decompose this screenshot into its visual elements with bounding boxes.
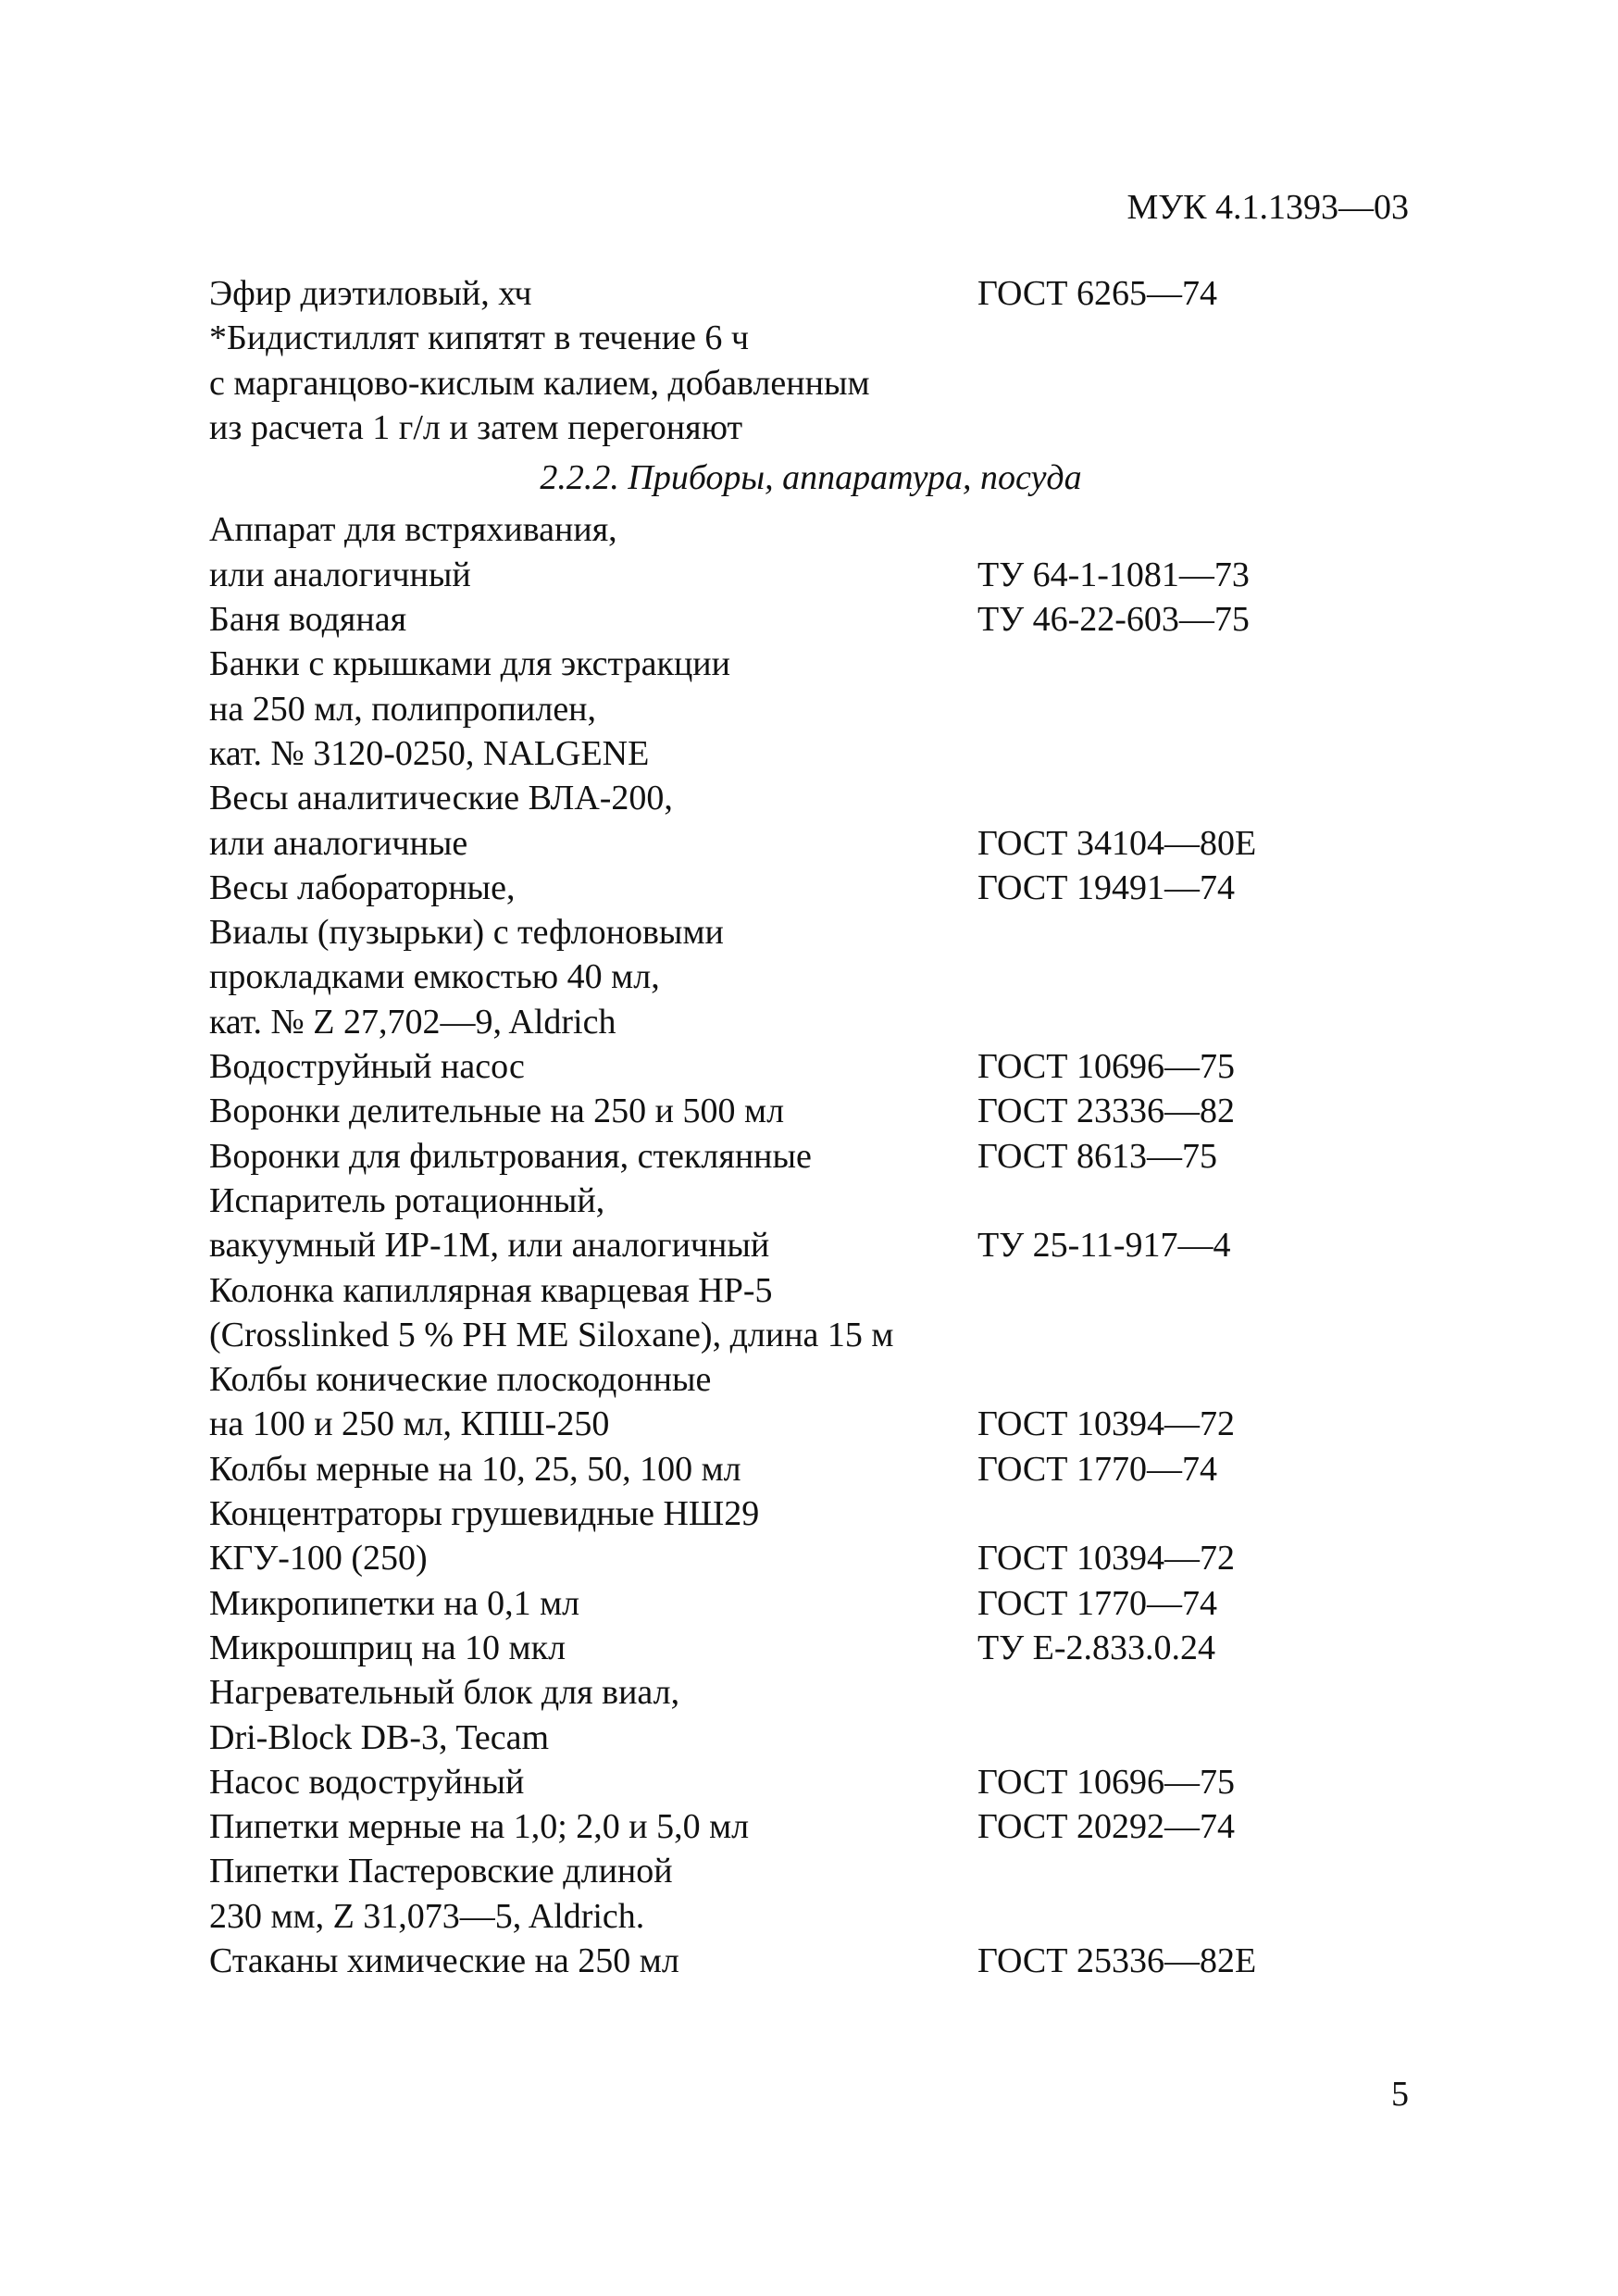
item-standard: ГОСТ 34104—80Е xyxy=(977,823,1257,863)
item-name: на 250 мл, полипропилен, xyxy=(209,689,597,729)
list-row xyxy=(209,687,1413,731)
list-row xyxy=(209,821,1413,866)
list-row xyxy=(209,1179,1413,1223)
item-standard: ГОСТ 10394—72 xyxy=(977,1539,1235,1578)
item-standard: ТУ Е-2.833.0.24 xyxy=(977,1628,1215,1667)
item-standard: ГОСТ 6265—74 xyxy=(977,274,1217,313)
item-name: 230 мм, Z 31,073—5, Aldrich. xyxy=(209,1896,645,1936)
list-row xyxy=(209,1536,1413,1580)
item-name: Воронки делительные на 250 и 500 мл xyxy=(209,1092,785,1131)
item-name: (Crosslinked 5 % PH ME Siloxane), длина 15 м xyxy=(209,1315,894,1354)
list-row xyxy=(209,553,1413,597)
reagents-list xyxy=(209,271,1413,450)
list-row xyxy=(209,955,1413,999)
list-row xyxy=(209,910,1413,955)
item-name: кат. № Z 27,702—9, Aldrich xyxy=(209,1002,616,1042)
item-standard: ГОСТ 25336—82Е xyxy=(977,1940,1257,1980)
item-name: Dri-Block DB-3, Tecam xyxy=(209,1717,550,1757)
list-row xyxy=(209,1268,1413,1313)
item-name: Микрошприц на 10 мкл xyxy=(209,1628,566,1667)
item-name: прокладками емкостью 40 мл, xyxy=(209,957,660,997)
list-row xyxy=(209,1044,1413,1089)
item-standard: ГОСТ 1770—74 xyxy=(977,1583,1217,1623)
item-standard: ГОСТ 19491—74 xyxy=(977,867,1235,907)
list-row xyxy=(209,642,1413,686)
item-name: Концентраторы грушевидные НШ29 xyxy=(209,1494,760,1534)
item-name: Колонка капиллярная кварцевая НР-5 xyxy=(209,1270,773,1310)
item-name: или аналогичный xyxy=(209,555,471,594)
page-number: 5 xyxy=(1391,2075,1409,2114)
list-row xyxy=(209,1491,1413,1536)
item-name: кат. № 3120-0250, NALGENE xyxy=(209,733,650,773)
list-row xyxy=(209,507,1413,552)
item-name: на 100 и 250 мл, КПШ-250 xyxy=(209,1404,610,1444)
list-row xyxy=(209,1402,1413,1446)
list-row xyxy=(209,271,1413,316)
item-standard: ГОСТ 8613—75 xyxy=(977,1136,1217,1176)
list-row xyxy=(209,1134,1413,1179)
list-row xyxy=(209,1849,1413,1893)
item-name: Нагревательный блок для виал, xyxy=(209,1673,680,1713)
item-standard: ГОСТ 10696—75 xyxy=(977,1047,1235,1087)
list-row xyxy=(209,1894,1413,1939)
list-row xyxy=(209,361,1413,406)
item-name: или аналогичные xyxy=(209,823,468,863)
item-name: Стаканы химические на 250 мл xyxy=(209,1940,679,1980)
equipment-list xyxy=(209,507,1413,1983)
item-name: из расчета 1 г/л и затем перегоняют xyxy=(209,407,743,447)
item-standard: ТУ 64-1-1081—73 xyxy=(977,555,1250,594)
list-row xyxy=(209,1089,1413,1133)
list-row xyxy=(209,1223,1413,1267)
item-name: Пипетки мерные на 1,0; 2,0 и 5,0 мл xyxy=(209,1807,750,1847)
item-name: КГУ-100 (250) xyxy=(209,1539,428,1578)
list-row xyxy=(209,1626,1413,1670)
list-row xyxy=(209,1804,1413,1849)
item-name: Весы аналитические ВЛА-200, xyxy=(209,779,673,818)
item-standard: ГОСТ 23336—82 xyxy=(977,1092,1235,1131)
item-standard: ГОСТ 10394—72 xyxy=(977,1404,1235,1444)
item-name: Насос водоструйный xyxy=(209,1762,525,1802)
list-row xyxy=(209,1939,1413,1983)
list-row xyxy=(209,866,1413,910)
item-name: Микропипетки на 0,1 мл xyxy=(209,1583,580,1623)
item-standard: ТУ 25-11-917—4 xyxy=(977,1226,1231,1266)
list-row xyxy=(209,776,1413,820)
item-name: Воронки для фильтрования, стеклянные xyxy=(209,1136,812,1176)
list-row xyxy=(209,1313,1413,1357)
list-row xyxy=(209,1670,1413,1715)
list-row xyxy=(209,1581,1413,1626)
list-row xyxy=(209,316,1413,360)
list-row xyxy=(209,1447,1413,1491)
item-standard: ГОСТ 1770—74 xyxy=(977,1449,1217,1489)
item-name: Испаритель ротационный, xyxy=(209,1180,605,1220)
list-row xyxy=(209,406,1413,450)
list-row xyxy=(209,731,1413,776)
section-title: 2.2.2. Приборы, аппаратура, посуда xyxy=(540,458,1082,498)
item-standard: ТУ 46-22-603—75 xyxy=(977,600,1250,640)
item-name: Колбы конические плоскодонные xyxy=(209,1360,712,1400)
item-name: Аппарат для встряхивания, xyxy=(209,510,617,550)
item-name: с марганцово-кислым калием, добавленным xyxy=(209,363,870,403)
list-row xyxy=(209,1716,1413,1760)
item-name: Водоструйный насос xyxy=(209,1047,525,1087)
list-row xyxy=(209,1357,1413,1402)
item-name: *Бидистиллят кипятят в течение 6 ч xyxy=(209,318,750,358)
section-heading xyxy=(209,455,1413,500)
item-name: Колбы мерные на 10, 25, 50, 100 мл xyxy=(209,1449,741,1489)
item-name: вакуумный ИР-1М, или аналогичный xyxy=(209,1226,770,1266)
document-code: МУК 4.1.1393—03 xyxy=(1126,188,1409,227)
item-name: Банки с крышками для экстракции xyxy=(209,644,730,684)
list-row xyxy=(209,1000,1413,1044)
item-name: Весы лабораторные, xyxy=(209,867,516,907)
list-row xyxy=(209,597,1413,642)
item-name: Виалы (пузырьки) с тефлоновыми xyxy=(209,913,724,953)
list-row xyxy=(209,1760,1413,1804)
item-name: Пипетки Пастеровские длиной xyxy=(209,1852,673,1891)
item-name: Баня водяная xyxy=(209,600,407,640)
item-standard: ГОСТ 10696—75 xyxy=(977,1762,1235,1802)
item-standard: ГОСТ 20292—74 xyxy=(977,1807,1235,1847)
item-name: Эфир диэтиловый, хч xyxy=(209,274,532,313)
document-body xyxy=(209,271,1413,1983)
